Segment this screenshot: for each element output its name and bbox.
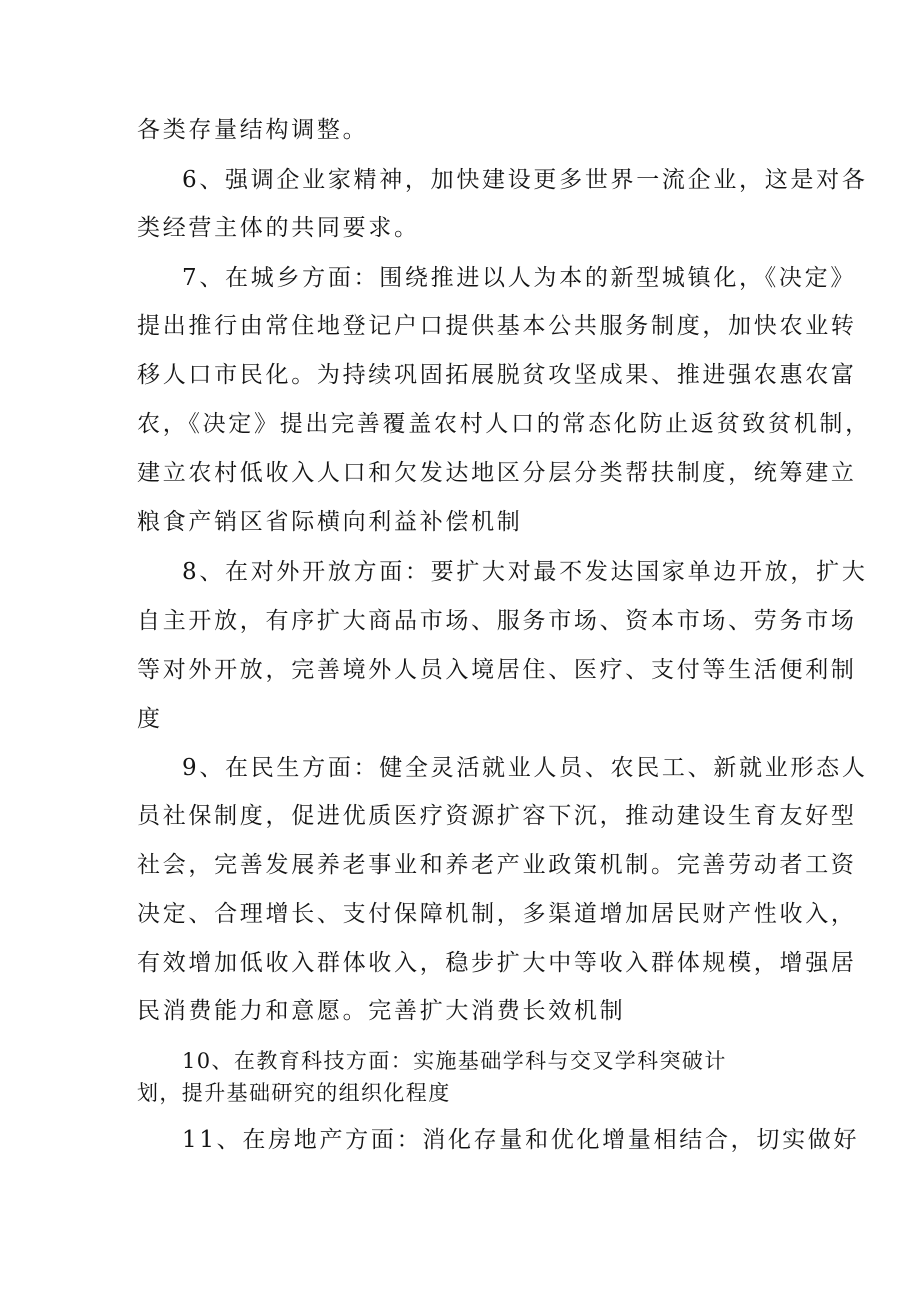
paragraph-line: 度 [137, 706, 163, 732]
paragraph-line: 社会，完善发展养老事业和养老产业政策机制。完善劳动者工资 [137, 852, 857, 878]
paragraph-line: 等对外开放，完善境外人员入境居住、医疗、支付等生活便利制 [137, 657, 857, 683]
paragraph-line: 粮食产销区省际横向利益补偿机制 [137, 509, 523, 535]
paragraph-line: 提出推行由常住地登记户口提供基本公共服务制度，加快农业转 [137, 313, 857, 339]
paragraph-line: 7、在城乡方面：围绕推进以人为本的新型城镇化，《决定》 [182, 265, 857, 291]
paragraph-line: 6、强调企业家精神，加快建设更多世界一流企业，这是对各 [182, 167, 868, 193]
paragraph-line: 员社保制度，促进优质医疗资源扩容下沉，推动建设生育友好型 [137, 803, 857, 829]
paragraph-line: 有效增加低收入群体收入，稳步扩大中等收入群体规模，增强居 [137, 950, 857, 976]
paragraph-line: 建立农村低收入人口和欠发达地区分层分类帮扶制度，统筹建立 [137, 460, 857, 486]
paragraph-line: 移人口市民化。为持续巩固拓展脱贫攻坚成果、推进强农惠农富 [137, 362, 857, 388]
paragraph-line: 民消费能力和意愿。完善扩大消费长效机制 [137, 998, 626, 1024]
paragraph-line: 划，提升基础研究的组织化程度 [137, 1081, 451, 1105]
paragraph-line: 各类存量结构调整。 [137, 117, 369, 143]
paragraph-line: 11、在房地产方面：消化存量和优化增量相结合，切实做好 [182, 1127, 860, 1153]
paragraph-line: 10、在教育科技方面：实施基础学科与交叉学科突破计 [182, 1049, 727, 1073]
paragraph-line: 8、在对外开放方面：要扩大对最不发达国家单边开放，扩大 [182, 559, 868, 585]
paragraph-line: 农，《决定》提出完善覆盖农村人口的常态化防止返贫致贫机制， [137, 411, 871, 437]
paragraph-line: 9、在民生方面：健全灵活就业人员、农民工、新就业形态人 [182, 755, 868, 781]
paragraph-line: 决定、合理增长、支付保障机制，多渠道增加居民财产性收入， [137, 901, 857, 927]
paragraph-line: 自主开放，有序扩大商品市场、服务市场、资本市场、劳务市场 [137, 608, 857, 634]
paragraph-line: 类经营主体的共同要求。 [137, 215, 420, 241]
